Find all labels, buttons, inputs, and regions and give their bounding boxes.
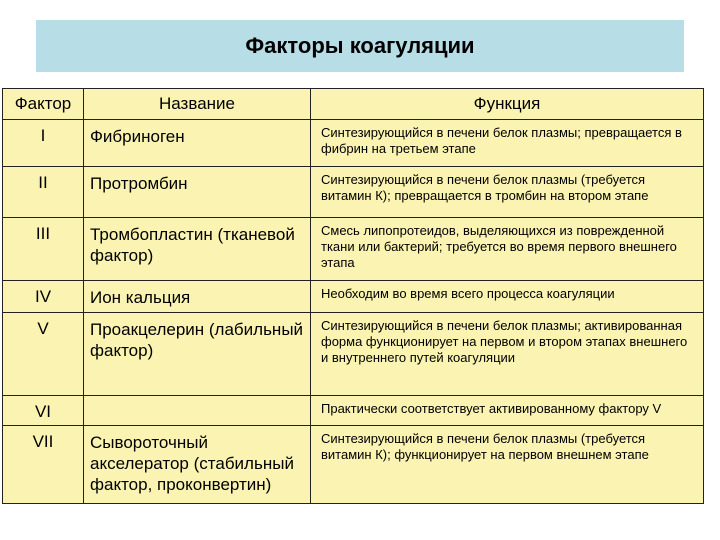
factor-cell: III <box>3 218 84 281</box>
table-row <box>3 281 704 313</box>
coagulation-factors-table <box>2 88 704 504</box>
name-cell: Тромбопластин (тканевой фактор) <box>84 218 311 281</box>
name-cell: Фибриноген <box>84 120 311 167</box>
function-cell: Синтезирующийся в печени белок плазмы (требуется витамин К); превращается в тромбин на втором этапе <box>311 167 704 218</box>
function-cell: Синтезирующийся в печени белок плазмы (требуется витамин К); функционирует на первом внешнем этапе <box>311 426 704 504</box>
name-cell: Проакцелерин (лабильный фактор) <box>84 313 311 396</box>
factor-cell: II <box>3 167 84 218</box>
table-row <box>3 426 704 504</box>
table-row <box>3 167 704 218</box>
table-row <box>3 396 704 426</box>
name-cell <box>84 396 311 426</box>
factor-cell: VII <box>3 426 84 504</box>
factor-cell: VI <box>3 396 84 426</box>
table-row <box>3 120 704 167</box>
function-cell: Синтезирующийся в печени белок плазмы; превращается в фибрин на третьем этапе <box>311 120 704 167</box>
table-row <box>3 218 704 281</box>
table-header-row <box>3 89 704 120</box>
function-cell: Практически соответствует активированному фактору V <box>311 396 704 426</box>
page-title: Факторы коагуляции <box>245 33 475 58</box>
factor-cell: IV <box>3 281 84 313</box>
name-cell: Ион кальция <box>84 281 311 313</box>
name-cell: Сывороточный акселератор (стабильный фактор, проконвертин) <box>84 426 311 504</box>
function-cell: Необходим во время всего процесса коагуляции <box>311 281 704 313</box>
header-factor: Фактор <box>3 89 84 120</box>
title-banner <box>36 20 684 72</box>
factor-cell: I <box>3 120 84 167</box>
factor-cell: V <box>3 313 84 396</box>
function-cell: Синтезирующийся в печени белок плазмы; активированная форма функционирует на первом и втором этапах внешнего и внутреннего путей коагуляции <box>311 313 704 396</box>
name-cell: Протромбин <box>84 167 311 218</box>
header-function: Функция <box>311 89 704 120</box>
table-row <box>3 313 704 396</box>
header-name: Название <box>84 89 311 120</box>
function-cell: Смесь липопротеидов, выделяющихся из поврежденной ткани или бактерий; требуется во время первого внешнего этапа <box>311 218 704 281</box>
